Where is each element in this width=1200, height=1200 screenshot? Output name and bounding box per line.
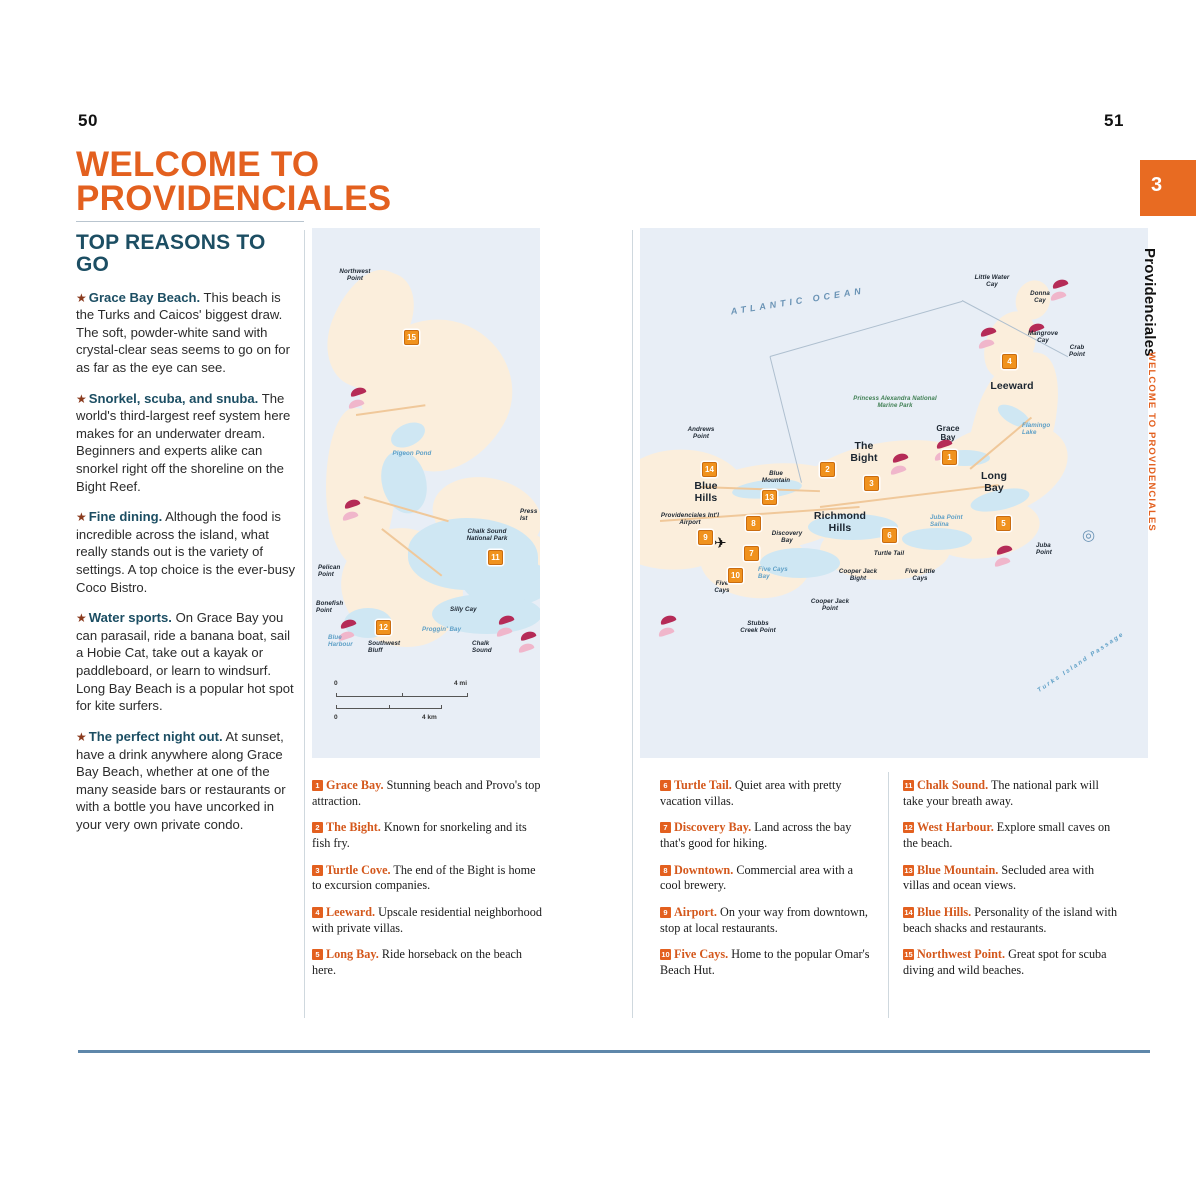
star-icon: ★: [76, 290, 87, 305]
legend-name: Long Bay.: [326, 947, 379, 962]
map-label: Blue Mountain: [761, 470, 791, 485]
scale-tick: [336, 693, 337, 697]
map-west-providenciales: [312, 228, 540, 758]
legend-text: Secluded area with villas and ocean views.: [903, 862, 1095, 893]
reason-item: [76, 390, 298, 496]
legend-name: The Bight.: [326, 820, 381, 835]
map-label-park: Princess Alexandra National Marine Park: [853, 396, 937, 409]
legend-name: Grace Bay.: [326, 778, 384, 792]
map-pin-10[interactable]: 10: [728, 568, 743, 583]
star-icon: ★: [76, 729, 87, 744]
map-pin-13[interactable]: 13: [762, 490, 777, 505]
legend-name: Leeward.: [326, 905, 376, 920]
map-pin-12[interactable]: 12: [376, 620, 391, 635]
map-label: Andrews Point: [687, 426, 715, 441]
map-label: Bonefish Point: [316, 600, 344, 615]
marine-park-boundary: [770, 301, 963, 357]
scale-label-km-start: 0: [334, 714, 338, 721]
star-icon: ★: [76, 391, 87, 406]
map-label: Mangrove Cay: [1027, 330, 1059, 345]
legend-name: Downtown.: [674, 862, 734, 877]
legend-item: [903, 820, 1118, 851]
legend-name: Chalk Sound.: [917, 778, 989, 792]
map-label: Proggin' Bay: [422, 626, 462, 633]
map-label: Richmond Hills: [813, 510, 867, 535]
map-label: Southwest Bluff: [368, 640, 401, 655]
map-pin-8[interactable]: 8: [746, 516, 761, 531]
scale-tick: [467, 693, 468, 697]
map-label-ocean: ATLANTIC OCEAN: [730, 285, 866, 317]
reason-text: This beach is the Turks and Caicos' biggest draw. The soft, powder-white sand with crystal-clear seas seems to go on for as far as the eye can see.: [76, 289, 290, 375]
bottom-divider: [78, 1050, 1150, 1053]
scale-label-mi-end: 4 mi: [454, 680, 468, 687]
legend-item: [312, 820, 547, 851]
map-label: Stubbs Creek Point: [740, 620, 776, 635]
dive-site-icon: [657, 626, 674, 638]
chapter-title-vertical: Providenciales: [1141, 248, 1158, 357]
reason-term: Snorkel, scuba, and snuba.: [88, 390, 259, 406]
legend-column-2: [660, 778, 875, 990]
legend-column-1: [312, 778, 547, 990]
map-pin-15[interactable]: 15: [404, 330, 419, 345]
legend-text: On your way from downtown, stop at local restaurants.: [660, 905, 868, 935]
dive-site-icon: [1051, 278, 1068, 290]
reason-term: Fine dining.: [88, 509, 163, 525]
legend-item: [312, 863, 547, 894]
scale-label-km-end: 4 km: [422, 714, 437, 721]
map-label: The Bight: [850, 440, 878, 465]
legend-text: Commercial area with a cool brewery.: [660, 862, 854, 893]
legend-number: 6: [660, 780, 671, 791]
legend-column-3: [903, 778, 1118, 990]
legend-text: Known for snorkeling and its fish fry.: [312, 820, 527, 851]
legend-item: [903, 905, 1118, 936]
map-pin-3[interactable]: 3: [864, 476, 879, 491]
map-label: Chalk Sound National Park: [466, 528, 508, 543]
star-icon: ★: [76, 510, 87, 525]
scale-tick: [402, 693, 403, 697]
legend-number: 5: [312, 949, 323, 960]
page-number-left: 50: [78, 111, 98, 130]
legend-text: Ride horseback on the beach here.: [312, 947, 522, 978]
legend-item: [312, 947, 547, 978]
map-label: Blue Hills: [694, 480, 718, 505]
legend-name: Blue Hills.: [917, 905, 972, 920]
dive-site-icon: [517, 642, 534, 654]
legend-name: Northwest Point.: [917, 947, 1006, 962]
column-divider-1: [304, 230, 305, 1018]
lagoon: [902, 528, 972, 550]
legend-number: 11: [904, 781, 913, 790]
legend-name: Airport.: [674, 905, 717, 920]
legend-item: [660, 778, 875, 809]
legend-number: 9: [660, 907, 671, 918]
map-pin-7[interactable]: 7: [744, 546, 759, 561]
page-title-line1: WELCOME TO: [76, 145, 320, 184]
map-label: Grace Bay: [936, 424, 960, 443]
map-label: Blue Harbour: [328, 634, 353, 649]
legend-item: [660, 820, 875, 851]
legend-text: Explore small caves on the beach.: [903, 820, 1111, 851]
legend-text: Home to the popular Omar's Beach Hut.: [660, 947, 870, 978]
dive-site-icon: [993, 556, 1010, 568]
legend-text: The end of the Bight is home to excursion companies.: [312, 862, 536, 893]
map-label: Chalk Sound: [472, 640, 492, 655]
legend-item: [660, 947, 875, 978]
legend-name: Blue Mountain.: [917, 862, 999, 877]
map-label: Cooper Jack Point: [810, 598, 850, 613]
map-pin-4[interactable]: 4: [1002, 354, 1017, 369]
legend-number: 12: [904, 823, 913, 833]
reason-term: Water sports.: [88, 610, 172, 626]
map-pin-11[interactable]: 11: [488, 550, 503, 565]
reason-item: [76, 289, 298, 377]
scale-tick: [389, 705, 390, 709]
top-reasons-column: [76, 232, 298, 847]
map-label: Little Water Cay: [974, 274, 1010, 289]
legend-text: Stunning beach and Provo's top attraction.: [312, 778, 541, 808]
map-pin-14[interactable]: 14: [702, 462, 717, 477]
legend-number: 13: [904, 865, 913, 875]
legend-number: 10: [661, 950, 670, 960]
legend-item: [660, 863, 875, 894]
legend-number: 7: [660, 822, 671, 833]
scale-label-mi-start: 0: [334, 680, 338, 687]
map-label: Discovery Bay: [771, 530, 803, 545]
legend-text: Land across the bay that's good for hiking.: [660, 820, 852, 851]
map-pin-5[interactable]: 5: [996, 516, 1011, 531]
column-divider-3: [888, 772, 889, 1018]
column-divider-2: [632, 230, 633, 1018]
legend-name: Turtle Tail.: [674, 778, 732, 792]
legend-number: 15: [904, 950, 913, 960]
legend-text: Personality of the island with beach shacks and restaurants.: [903, 905, 1118, 935]
map-label: Northwest Point: [339, 268, 371, 283]
reason-item: [76, 609, 298, 715]
legend-item: [903, 778, 1118, 809]
legend-text: The national park will take your breath away.: [903, 778, 1099, 808]
map-label: Juba Point Salina: [930, 514, 963, 529]
reason-term: The perfect night out.: [88, 728, 223, 744]
legend-text: Upscale residential neighborhood with private villas.: [312, 905, 542, 935]
reason-text: Although the food is incredible across the island, what really stands out is the variety of settings. A top choice is the ever-busy Coco Bistro.: [76, 509, 296, 595]
reason-text: On Grace Bay you can parasail, ride a banana boat, sail a Hobie Cat, take out a kayak or paddleboard, or learn to windsurf. Long Bay Beach is a popular hot spot for kite surfers.: [76, 610, 294, 714]
page-title-line2: PROVIDENCIALES: [76, 179, 392, 219]
scale-tick: [336, 705, 337, 709]
legend-item: [312, 778, 547, 809]
map-label: Leeward: [990, 380, 1034, 392]
map-label: Five Little Cays: [905, 568, 935, 583]
map-label: Turtle Tail: [873, 550, 905, 557]
legend-text: Quiet area with pretty vacation villas.: [660, 778, 842, 808]
legend-item: [903, 947, 1118, 978]
map-label: Five Cays Bay: [758, 566, 788, 581]
map-providenciales-overview: [640, 228, 1148, 758]
page-title: [76, 145, 506, 219]
legend-text: Great spot for scuba diving and wild beaches.: [903, 947, 1107, 978]
reason-text: The world's third-largest reef system here makes for an underwater dream. Beginners and experts alike can snorkel right off the shoreline on the Bight Reef.: [76, 390, 291, 494]
legend-number: 1: [312, 780, 323, 791]
reason-term: Grace Bay Beach.: [88, 289, 201, 305]
legend-item: [660, 905, 875, 936]
page-number-right: 51: [1104, 111, 1124, 130]
top-reasons-heading: TOP REASONS TO GO: [76, 231, 266, 277]
chapter-tab: [1140, 160, 1196, 216]
map-label: Five Cays: [714, 580, 730, 595]
legend-name: Turtle Cove.: [326, 862, 391, 877]
legend-number: 3: [312, 865, 323, 876]
map-pin-1[interactable]: 1: [942, 450, 957, 465]
legend-number: 14: [904, 908, 913, 918]
map-pin-9[interactable]: 9: [698, 530, 713, 545]
map-label: Pigeon Pond: [392, 450, 432, 457]
map-label: Juba Point: [1036, 542, 1052, 557]
map-label: Donna Cay: [1030, 290, 1050, 305]
legend-item: [312, 905, 547, 936]
title-divider: [76, 221, 304, 222]
map-label-channel: Turks Island Passage: [1036, 630, 1126, 694]
map-label: Pelican Point: [318, 564, 341, 579]
legend-item: [903, 863, 1118, 894]
star-icon: ★: [76, 611, 87, 626]
map-label: Silly Cay: [450, 606, 477, 613]
map-label: Providenciales Int'l Airport: [660, 512, 720, 527]
legend-name: West Harbour.: [917, 820, 994, 835]
legend-number: 2: [312, 822, 323, 833]
map-pin-6[interactable]: 6: [882, 528, 897, 543]
legend-number: 4: [312, 907, 323, 918]
reason-item: [76, 508, 298, 596]
reason-text: At sunset, have a drink anywhere along Grace Bay Beach, whether at one of the many seaside bars or restaurants or with a bottle you have uncorked in your very own private condo.: [76, 728, 286, 832]
compass-rose-icon: ◎: [1082, 527, 1096, 544]
map-label: Crab Point: [1069, 344, 1085, 359]
section-title-vertical: WELCOME TO PROVIDENCIALES: [1146, 352, 1157, 532]
legend-name: Five Cays.: [674, 947, 729, 962]
legend-number: 8: [660, 865, 671, 876]
dive-site-icon: [659, 614, 676, 626]
map-label: Cooper Jack Bight: [838, 568, 878, 583]
legend-name: Discovery Bay.: [674, 820, 752, 835]
map-pin-2[interactable]: 2: [820, 462, 835, 477]
reason-item: [76, 728, 298, 834]
chapter-number: 3: [1151, 174, 1163, 196]
map-label: Long Bay: [980, 470, 1008, 495]
map-label: Press Ist: [520, 508, 538, 523]
airport-icon: ✈: [714, 535, 727, 552]
map-label: Flamingo Lake: [1022, 422, 1051, 437]
dive-site-icon: [519, 630, 536, 642]
scale-tick: [441, 705, 442, 709]
